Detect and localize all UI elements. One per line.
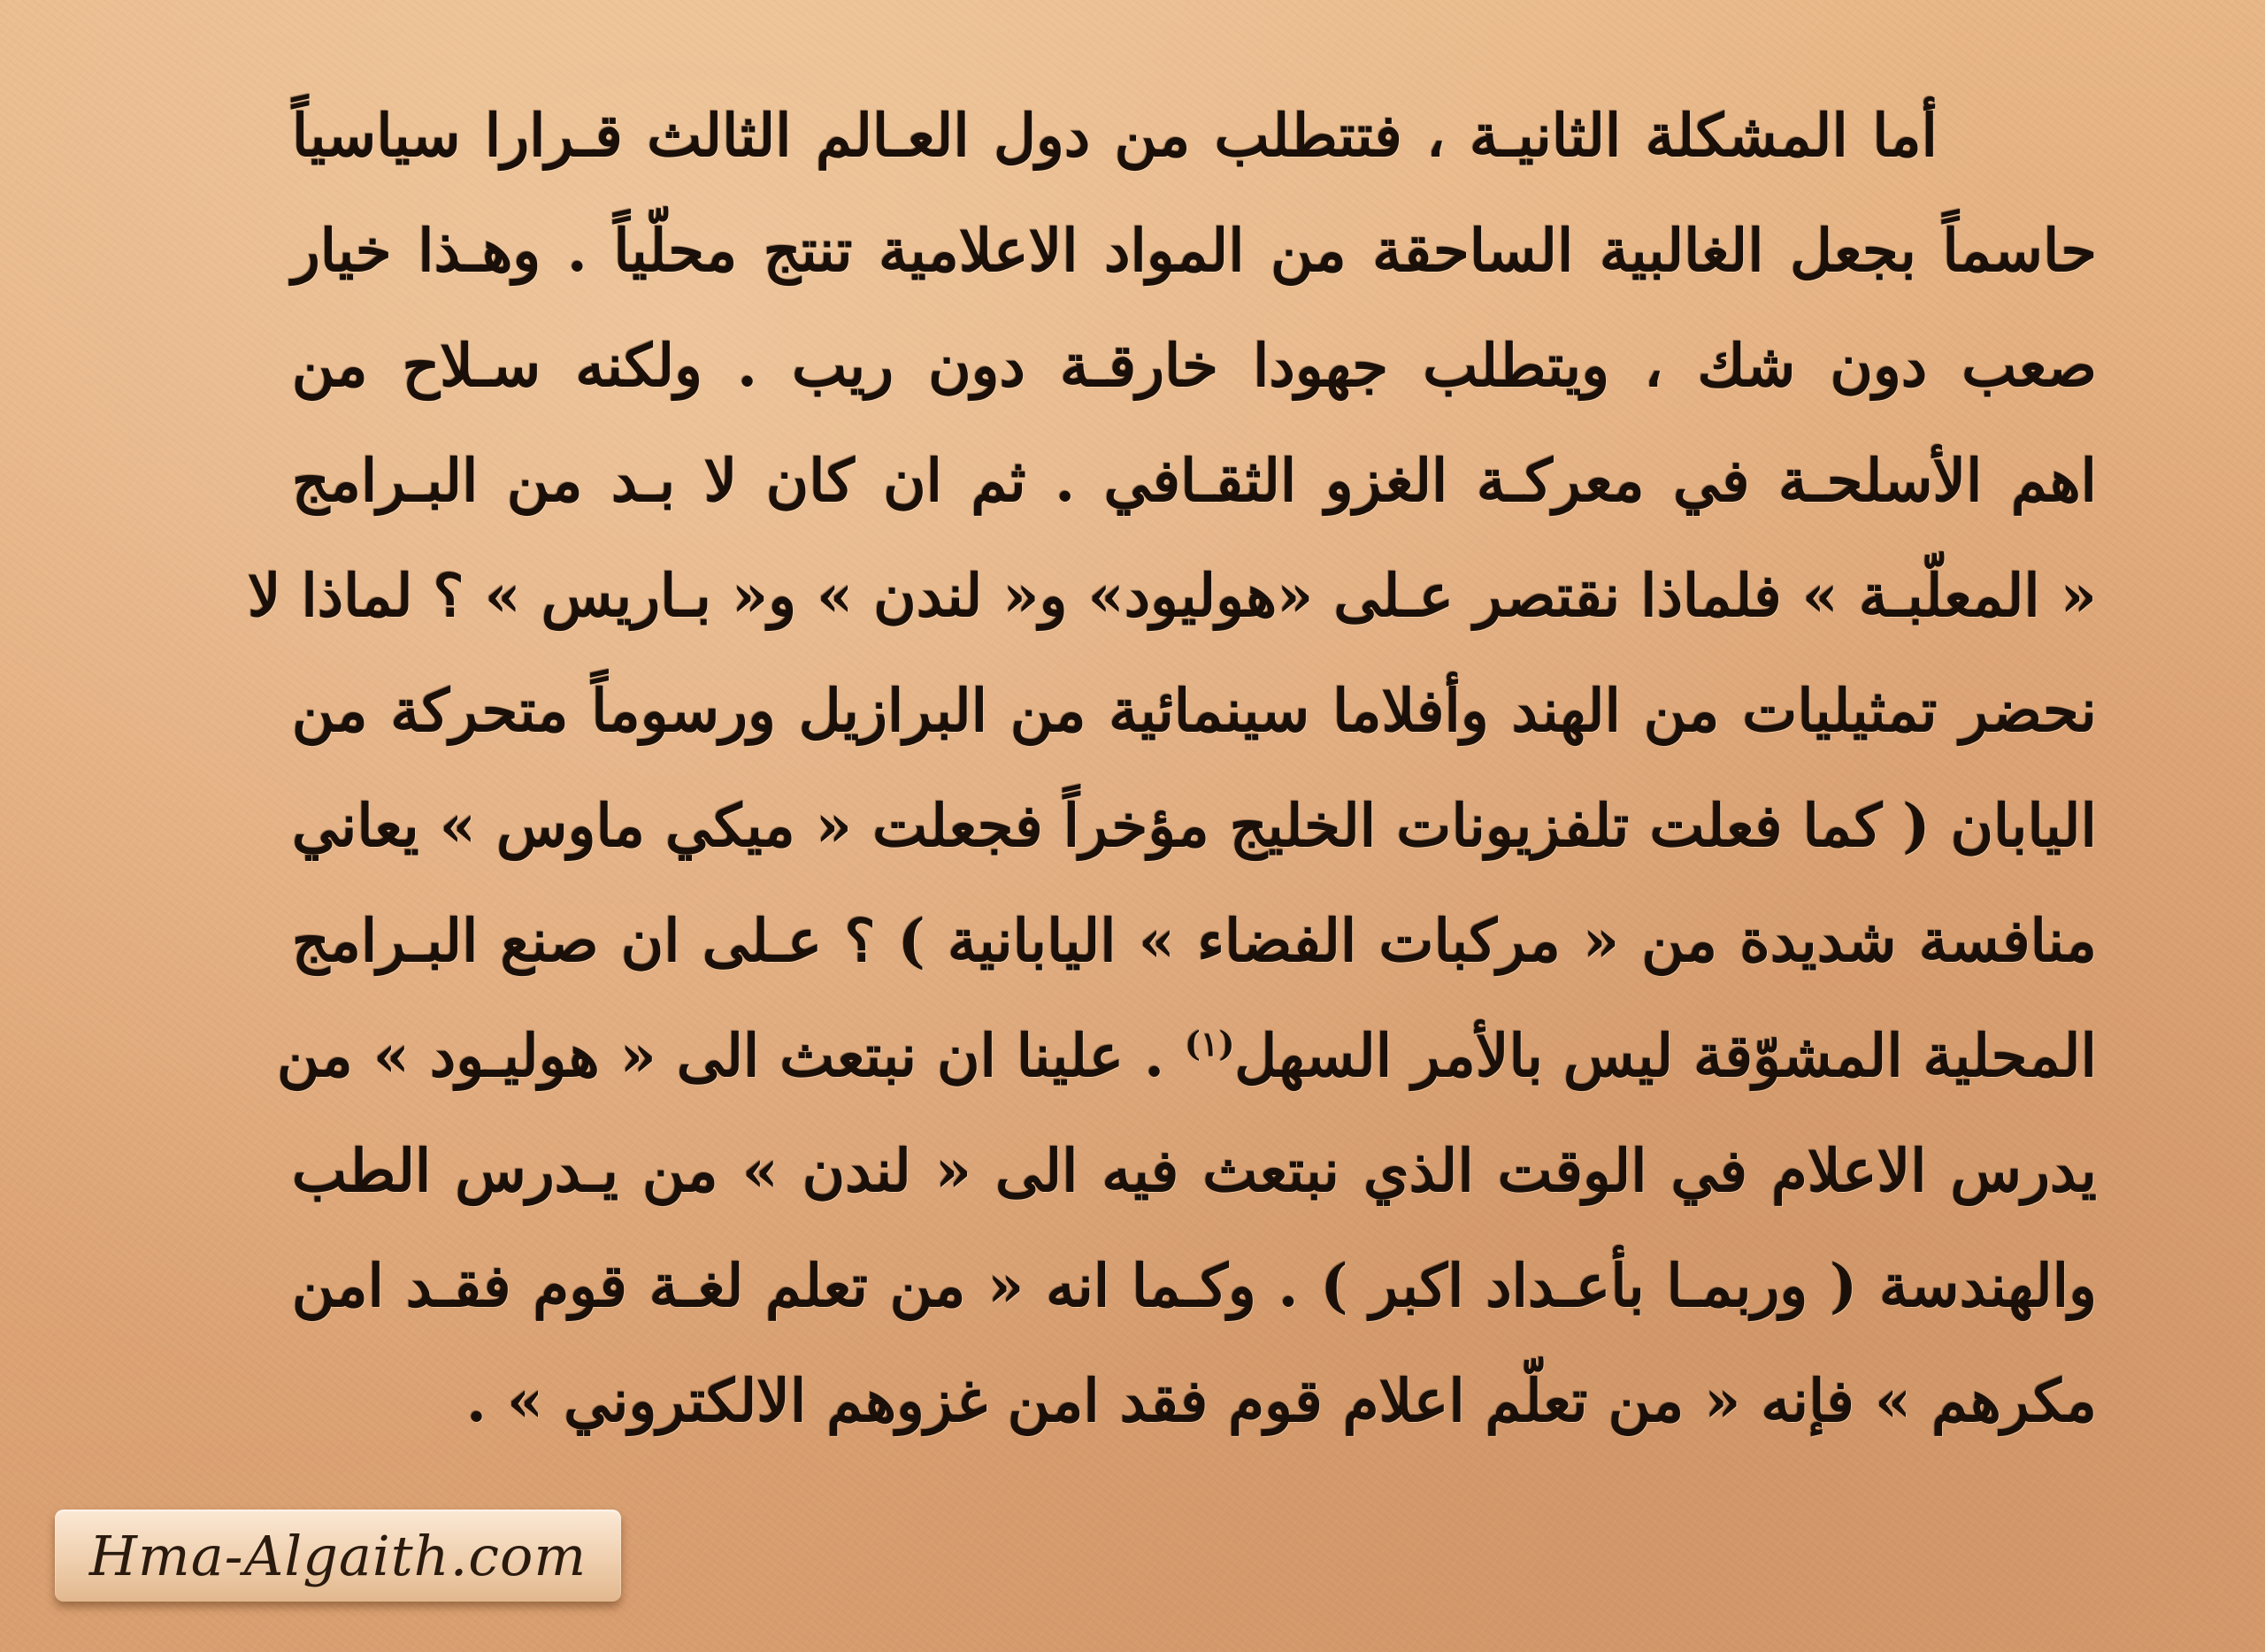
text-line-12: مكرهم » فإنه « من تعلّم اعلام قوم فقد امن غزوهم الالكتروني » . (465, 1366, 2097, 1435)
text-line-9 (277, 998, 2097, 1113)
text-line-11: والهندسة ( وربمـا بأعـداد اكبر ) . وكـما انه « من تعلم لغـة قوم فقـد امن (292, 1251, 2097, 1320)
text-line-4: اهم الأسلحـة في معركـة الغزو الثقـافي . ثم ان كان لا بـد من البـرامج (292, 446, 2097, 515)
text-line-7: اليابان ( كما فعلت تلفزيونات الخليج مؤخراً فجعلت « ميكي ماوس » يعاني (292, 791, 2097, 860)
text-line-6: نحضر تمثيليات من الهند وأفلاما سينمائية من البرازيل ورسوماً متحركة من (292, 676, 2097, 745)
watermark-text: Hma-Algaith.com (88, 1523, 587, 1588)
text-line-9-start: المحلية المشوّقة ليس بالأمر السهل (1234, 1021, 2097, 1090)
footnote-marker: (١) (1185, 1024, 1235, 1064)
text-line-8: منافسة شديدة من « مركبات الفضاء » اليابانية ) ؟ عـلى ان صنع البـرامج (292, 906, 2097, 975)
text-line-10: يدرس الاعلام في الوقت الذي نبتعث فيه الى « لندن » من يـدرس الطب (292, 1136, 2097, 1205)
text-line-5: « المعلّبـة » فلماذا نقتصر عـلى «هوليود» و« لندن » و« بـاريس » ؟ لماذا لا (247, 561, 2097, 630)
text-line-1: أما المشكلة الثانيـة ، فتتطلب من دول العـالم الثالث قـرارا سياسياً (292, 101, 1938, 170)
arabic-text-block (247, 78, 2097, 1547)
text-line-3: صعب دون شك ، ويتطلب جهودا خارقـة دون ريب . ولكنه سـلاح من (292, 331, 2097, 400)
text-line-2: حاسماً بجعل الغالبية الساحقة من المواد الاعلامية تنتج محلّياً . وهـذا خيار (292, 216, 2097, 285)
site-watermark (55, 1510, 621, 1602)
text-line-9-end: . علينا ان نبتعث الى « هوليـود » من (277, 1021, 1186, 1090)
